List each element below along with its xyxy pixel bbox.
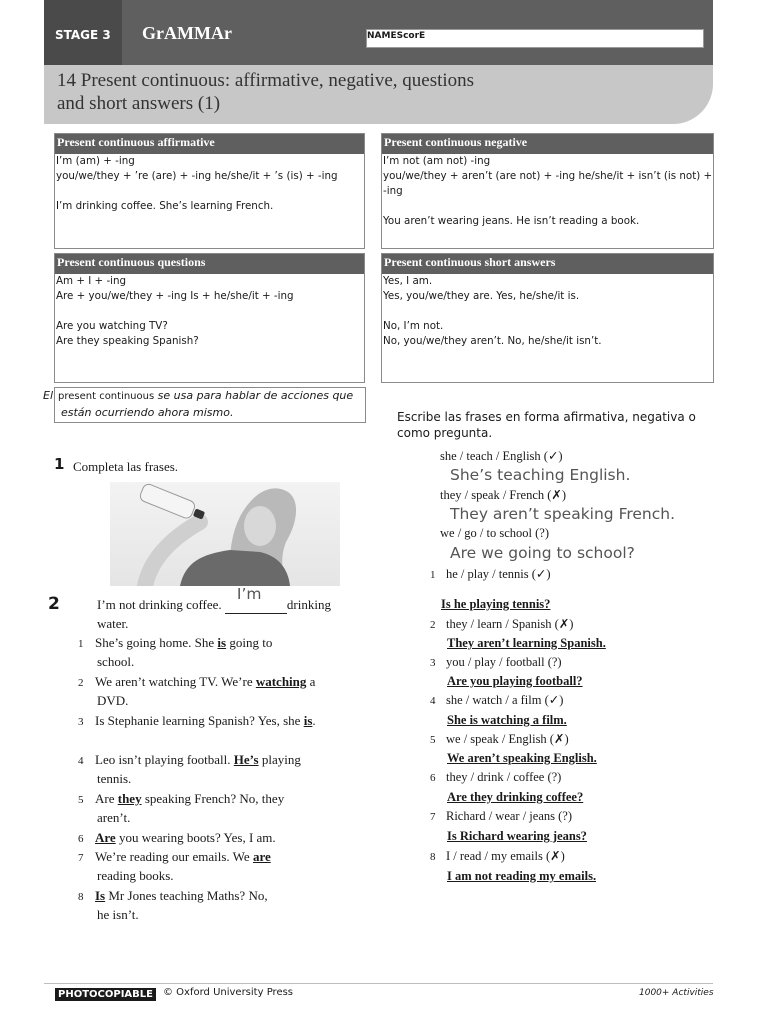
- item-answer[interactable]: is: [217, 635, 227, 650]
- series-name: 1000+ Activities: [639, 988, 714, 998]
- note-prefix: El: [43, 389, 54, 402]
- item-number: 5: [78, 794, 84, 806]
- item-number: 2: [430, 619, 436, 631]
- exercise-3-answer[interactable]: She is watching a film.: [447, 713, 567, 727]
- exercise-2-item: [78, 829, 276, 848]
- item-number: 1: [430, 569, 436, 581]
- exercise-2-item: [78, 751, 301, 787]
- exercise-3-answer[interactable]: Are they drinking coffee?: [447, 790, 584, 804]
- item-text-after: .: [312, 713, 316, 728]
- exercise-3-answer[interactable]: Is he playing tennis?: [441, 597, 551, 611]
- short-answers-rule-2: Yes, you/we/they are. Yes, he/she/it is.: [383, 290, 580, 302]
- affirmative-rule-1: I’m (am) + -ing: [56, 155, 135, 167]
- item-continuation: school.: [97, 654, 135, 669]
- item-text-after: going to: [226, 635, 273, 650]
- exercise-3-instruction: [397, 409, 696, 441]
- prompt-text: they / drink / coffee (?): [446, 770, 562, 784]
- example-answer: She’s teaching English.: [450, 466, 631, 484]
- item-text-after: a: [306, 674, 316, 689]
- negative-box-title: Present continuous negative: [382, 134, 713, 154]
- section-title: GrAMMAr: [142, 23, 232, 43]
- item-number: 4: [430, 695, 436, 707]
- negative-box: [381, 133, 714, 249]
- example-prompt: they / speak / French (✗): [440, 488, 567, 502]
- prompt-text: they / learn / Spanish (✗): [446, 617, 574, 631]
- questions-box-title: Present continuous questions: [55, 254, 364, 274]
- item-text-after: playing: [258, 752, 301, 767]
- girl-drinking-photo: [110, 482, 340, 586]
- exercise-2-item: [78, 634, 272, 670]
- item-text: Is Stephanie learning Spanish? Yes, she: [95, 713, 304, 728]
- short-answers-rule-3: No, I’m not.: [383, 320, 444, 332]
- item-continuation: he isn’t.: [97, 907, 139, 922]
- item-number: 1: [78, 638, 84, 650]
- photocopiable-badge: PHOTOCOPIABLE: [55, 988, 156, 1001]
- exercise-2-item: [78, 790, 284, 826]
- item-text: She’s going home. She: [95, 635, 218, 650]
- item-text: Leo isn’t playing football.: [95, 752, 234, 767]
- exercise-3-prompt: [430, 731, 569, 747]
- item-answer[interactable]: Is: [95, 888, 106, 903]
- questions-example-2: Are they speaking Spanish?: [56, 335, 199, 347]
- name-score-field[interactable]: NAMEScorE: [366, 29, 704, 48]
- exercise-1-instruction: Completa las frases.: [73, 459, 179, 474]
- lesson-title: [57, 69, 474, 115]
- prompt-text: I / read / my emails (✗): [446, 849, 565, 863]
- item-number: 8: [78, 891, 84, 903]
- example-answer: They aren’t speaking French.: [450, 505, 676, 523]
- exercise-2-item: [78, 712, 316, 731]
- note-text-1: se usa para hablar de acciones que: [154, 389, 354, 402]
- exercise-2-example: [97, 585, 331, 614]
- affirmative-rule-2: you/we/they + ’re (are) + -ing he/she/it + ’s (is) + -ing: [56, 170, 338, 182]
- exercise-3-instruction-1: Escribe las frases en forma afirmativa, negativa o: [397, 410, 696, 424]
- exercise-3-prompt: [430, 692, 563, 708]
- questions-example-1: Are you watching TV?: [56, 320, 168, 332]
- example-answer: I’m: [236, 585, 262, 603]
- short-answers-box: [381, 253, 714, 383]
- exercise-3-prompt: [430, 809, 572, 824]
- prompt-text: he / play / tennis (✓): [446, 567, 551, 581]
- item-number: 3: [78, 716, 84, 728]
- item-number: 8: [430, 851, 436, 863]
- affirmative-box: [54, 133, 365, 249]
- questions-box: [54, 253, 365, 383]
- exercise-3-prompt: [430, 616, 573, 632]
- short-answers-box-title: Present continuous short answers: [382, 254, 713, 274]
- prompt-text: we / speak / English (✗): [446, 732, 569, 746]
- exercise-3-prompt: [430, 655, 562, 670]
- item-continuation: tennis.: [97, 771, 132, 786]
- exercise-2-item: [78, 887, 268, 923]
- item-answer[interactable]: they: [117, 791, 142, 806]
- footer-divider: [44, 983, 713, 984]
- example-text-after: drinking: [286, 597, 331, 612]
- publisher-credit: © Oxford University Press: [163, 987, 294, 998]
- exercise-3-prompt: [430, 848, 565, 864]
- exercise-3-prompt: [430, 770, 561, 785]
- item-number: 2: [78, 677, 84, 689]
- exercise-2-item: [78, 673, 315, 709]
- item-text-after: you wearing boots? Yes, I am.: [115, 830, 276, 845]
- item-text-after: speaking French? No, they: [141, 791, 285, 806]
- item-continuation: aren’t.: [97, 810, 131, 825]
- usage-note: [54, 387, 366, 423]
- questions-rule-1: Am + I + -ing: [56, 275, 127, 287]
- lesson-title-line1: 14 Present continuous: affirmative, negative, questions: [57, 70, 475, 91]
- item-text-after: Mr Jones teaching Maths? No,: [105, 888, 268, 903]
- item-number: 6: [430, 772, 436, 784]
- item-continuation: DVD.: [97, 693, 129, 708]
- item-number: 7: [430, 811, 436, 823]
- exercise-2-example-line2: water.: [97, 616, 129, 631]
- item-answer[interactable]: He’s: [233, 752, 259, 767]
- note-term: present continuous: [58, 391, 155, 402]
- item-answer[interactable]: is: [303, 713, 313, 728]
- example-blank: [225, 585, 287, 614]
- short-answers-rule-1: Yes, I am.: [383, 275, 433, 287]
- exercise-3-prompt: [430, 566, 551, 582]
- item-number: 5: [430, 734, 436, 746]
- example-prompt: we / go / to school (?): [440, 526, 550, 540]
- exercise-1-number: 1: [54, 455, 65, 473]
- negative-example: You aren’t wearing jeans. He isn’t reading a book.: [383, 215, 640, 227]
- item-number: 7: [78, 852, 84, 864]
- exercise-3-answer[interactable]: I am not reading my emails.: [447, 869, 597, 883]
- questions-rule-2: Are + you/we/they + -ing Is + he/she/it + -ing: [56, 290, 294, 302]
- prompt-text: Richard / wear / jeans (?): [446, 809, 572, 823]
- stage-label: STAGE 3: [44, 0, 122, 65]
- exercise-3-answer[interactable]: They aren’t learning Spanish.: [447, 636, 606, 650]
- lesson-title-line2: and short answers (1): [57, 93, 221, 114]
- negative-rule-2: you/we/they + aren’t (are not) + -ing he/she/it + isn’t (is not) + -ing: [383, 170, 713, 197]
- item-text: Are: [95, 791, 118, 806]
- affirmative-example: I’m drinking coffee. She’s learning French.: [56, 200, 274, 212]
- item-number: 4: [78, 755, 84, 767]
- example-prompt: she / teach / English (✓): [440, 449, 563, 463]
- prompt-text: she / watch / a film (✓): [446, 693, 564, 707]
- affirmative-box-title: Present continuous affirmative: [55, 134, 364, 154]
- exercise-3-answer[interactable]: Is Richard wearing jeans?: [447, 829, 587, 843]
- exercise-2-item: [78, 848, 271, 884]
- girl-drinking-illustration: [110, 482, 340, 586]
- example-text: I’m not drinking coffee.: [97, 597, 225, 612]
- exercise-3-instruction-2: como pregunta.: [397, 426, 493, 440]
- prompt-text: you / play / football (?): [446, 655, 562, 669]
- short-answers-rule-4: No, you/we/they aren’t. No, he/she/it isn’t.: [383, 335, 602, 347]
- item-text: We’re reading our emails. We: [95, 849, 253, 864]
- exercise-2-number: 2: [48, 594, 60, 614]
- item-text: We aren’t watching TV. We’re: [95, 674, 256, 689]
- example-answer: Are we going to school?: [450, 544, 635, 562]
- item-answer[interactable]: Are: [95, 830, 116, 845]
- item-answer[interactable]: are: [252, 849, 271, 864]
- negative-rule-1: I’m not (am not) -ing: [383, 155, 491, 167]
- exercise-3-answer[interactable]: Are you playing football?: [447, 674, 583, 688]
- item-continuation: reading books.: [97, 868, 174, 883]
- note-text-2: están ocurriendo ahora mismo.: [61, 406, 234, 419]
- item-number: 6: [78, 833, 84, 845]
- item-answer[interactable]: watching: [255, 674, 307, 689]
- exercise-3-answer[interactable]: We aren’t speaking English.: [447, 751, 597, 765]
- item-number: 3: [430, 657, 436, 669]
